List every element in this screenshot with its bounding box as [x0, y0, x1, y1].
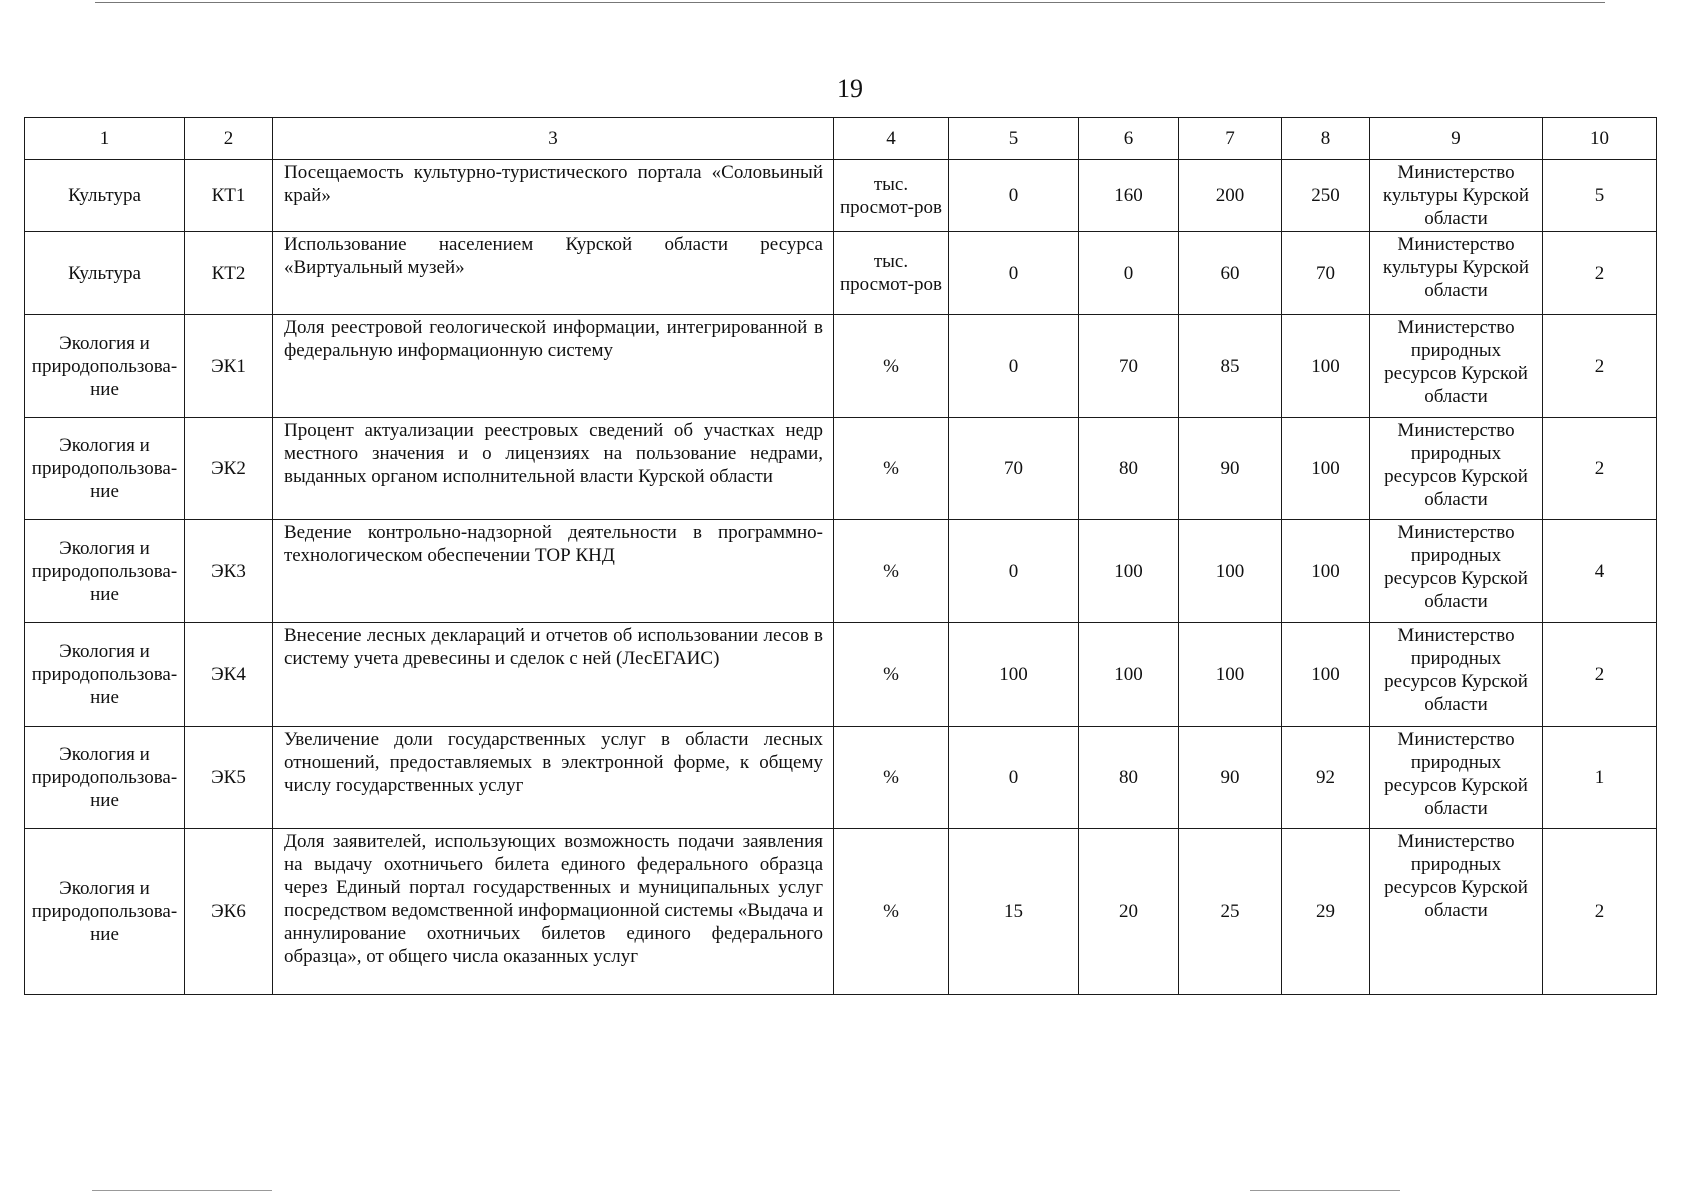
section-cell: Экология и природопользова-ние [25, 727, 185, 829]
value-col-5: 0 [949, 232, 1079, 315]
column-number: 8 [1282, 118, 1370, 160]
value-col-6: 20 [1079, 829, 1179, 995]
column-number: 9 [1370, 118, 1543, 160]
unit-cell: тыс. просмот-ров [834, 232, 949, 315]
unit-cell: тыс. просмот-ров [834, 160, 949, 232]
table-row [25, 829, 1657, 995]
table-row [25, 315, 1657, 418]
column-number: 5 [949, 118, 1079, 160]
indicator-code: ЭК1 [185, 315, 273, 418]
value-col-6: 80 [1079, 727, 1179, 829]
column-number-row [25, 118, 1657, 160]
value-col-10: 5 [1543, 160, 1657, 232]
value-col-6: 100 [1079, 520, 1179, 623]
responsible-ministry: Министерство природных ресурсов Курской области [1370, 829, 1543, 995]
indicator-description: Увеличение доли государственных услуг в области лесных отношений, предоставляемых в электронной форме, к общему числу государственных услуг [273, 727, 834, 829]
responsible-ministry: Министерство культуры Курской области [1370, 232, 1543, 315]
responsible-ministry: Министерство культуры Курской области [1370, 160, 1543, 232]
unit-cell: % [834, 829, 949, 995]
indicator-description: Доля заявителей, использующих возможность подачи заявления на выдачу охотничьего билета единого федерального образца через Единый портал государственных и муниципальных услуг посредством ведомственной информационной системы «Выдача и аннулирование охотничьих билетов единого федерального образца», от общего числа оказанных услуг [273, 829, 834, 995]
value-col-7: 90 [1179, 727, 1282, 829]
value-col-10: 4 [1543, 520, 1657, 623]
table-row [25, 232, 1657, 315]
scan-edge-bottom-right [1250, 1190, 1400, 1191]
indicator-code: КТ2 [185, 232, 273, 315]
value-col-10: 2 [1543, 232, 1657, 315]
scan-edge-bottom-left [92, 1190, 272, 1191]
responsible-ministry: Министерство природных ресурсов Курской области [1370, 418, 1543, 520]
value-col-7: 60 [1179, 232, 1282, 315]
indicator-description: Внесение лесных деклараций и отчетов об использовании лесов в систему учета древесины и сделок с ней (ЛесЕГАИС) [273, 623, 834, 727]
indicator-code: ЭК6 [185, 829, 273, 995]
value-col-7: 90 [1179, 418, 1282, 520]
column-number: 10 [1543, 118, 1657, 160]
value-col-10: 2 [1543, 418, 1657, 520]
value-col-6: 100 [1079, 623, 1179, 727]
column-number: 4 [834, 118, 949, 160]
section-cell: Экология и природопользова-ние [25, 418, 185, 520]
indicator-code: ЭК3 [185, 520, 273, 623]
value-col-10: 2 [1543, 315, 1657, 418]
table-row [25, 160, 1657, 232]
unit-cell: % [834, 418, 949, 520]
unit-cell: % [834, 623, 949, 727]
indicator-description: Доля реестровой геологической информации, интегрированной в федеральную информационную систему [273, 315, 834, 418]
value-col-8: 29 [1282, 829, 1370, 995]
value-col-5: 0 [949, 727, 1079, 829]
indicator-code: ЭК2 [185, 418, 273, 520]
indicator-description: Ведение контрольно-надзорной деятельности в программно-технологическом обеспечении ТОР КНД [273, 520, 834, 623]
column-number: 7 [1179, 118, 1282, 160]
value-col-5: 0 [949, 520, 1079, 623]
value-col-10: 2 [1543, 623, 1657, 727]
indicator-description: Посещаемость культурно-туристического портала «Соловьиный край» [273, 160, 834, 232]
section-cell: Экология и природопользова-ние [25, 829, 185, 995]
responsible-ministry: Министерство природных ресурсов Курской области [1370, 315, 1543, 418]
page-number: 19 [837, 74, 863, 103]
value-col-6: 160 [1079, 160, 1179, 232]
value-col-8: 92 [1282, 727, 1370, 829]
value-col-6: 0 [1079, 232, 1179, 315]
section-cell: Культура [25, 232, 185, 315]
column-number: 3 [273, 118, 834, 160]
value-col-5: 70 [949, 418, 1079, 520]
unit-cell: % [834, 315, 949, 418]
responsible-ministry: Министерство природных ресурсов Курской области [1370, 623, 1543, 727]
value-col-7: 85 [1179, 315, 1282, 418]
value-col-7: 100 [1179, 623, 1282, 727]
table-row [25, 520, 1657, 623]
indicator-code: ЭК4 [185, 623, 273, 727]
indicator-description: Процент актуализации реестровых сведений об участках недр местного значения и о лицензиях на пользование недрами, выданных органом исполнительной власти Курской области [273, 418, 834, 520]
value-col-8: 100 [1282, 315, 1370, 418]
value-col-5: 100 [949, 623, 1079, 727]
value-col-8: 70 [1282, 232, 1370, 315]
responsible-ministry: Министерство природных ресурсов Курской области [1370, 727, 1543, 829]
unit-cell: % [834, 727, 949, 829]
indicators-table [24, 117, 1657, 995]
value-col-7: 100 [1179, 520, 1282, 623]
value-col-5: 0 [949, 160, 1079, 232]
value-col-8: 250 [1282, 160, 1370, 232]
value-col-8: 100 [1282, 520, 1370, 623]
value-col-10: 1 [1543, 727, 1657, 829]
section-cell: Культура [25, 160, 185, 232]
section-cell: Экология и природопользова-ние [25, 315, 185, 418]
section-cell: Экология и природопользова-ние [25, 520, 185, 623]
value-col-6: 80 [1079, 418, 1179, 520]
table-row [25, 623, 1657, 727]
table-row [25, 727, 1657, 829]
value-col-6: 70 [1079, 315, 1179, 418]
column-number: 6 [1079, 118, 1179, 160]
value-col-7: 25 [1179, 829, 1282, 995]
section-cell: Экология и природопользова-ние [25, 623, 185, 727]
value-col-8: 100 [1282, 418, 1370, 520]
indicator-description: Использование населением Курской области ресурса «Виртуальный музей» [273, 232, 834, 315]
value-col-10: 2 [1543, 829, 1657, 995]
unit-cell: % [834, 520, 949, 623]
value-col-7: 200 [1179, 160, 1282, 232]
scan-edge-top [95, 2, 1605, 3]
value-col-8: 100 [1282, 623, 1370, 727]
column-number: 1 [25, 118, 185, 160]
column-number: 2 [185, 118, 273, 160]
responsible-ministry: Министерство природных ресурсов Курской области [1370, 520, 1543, 623]
indicator-code: ЭК5 [185, 727, 273, 829]
table-row [25, 418, 1657, 520]
value-col-5: 0 [949, 315, 1079, 418]
indicator-code: КТ1 [185, 160, 273, 232]
value-col-5: 15 [949, 829, 1079, 995]
